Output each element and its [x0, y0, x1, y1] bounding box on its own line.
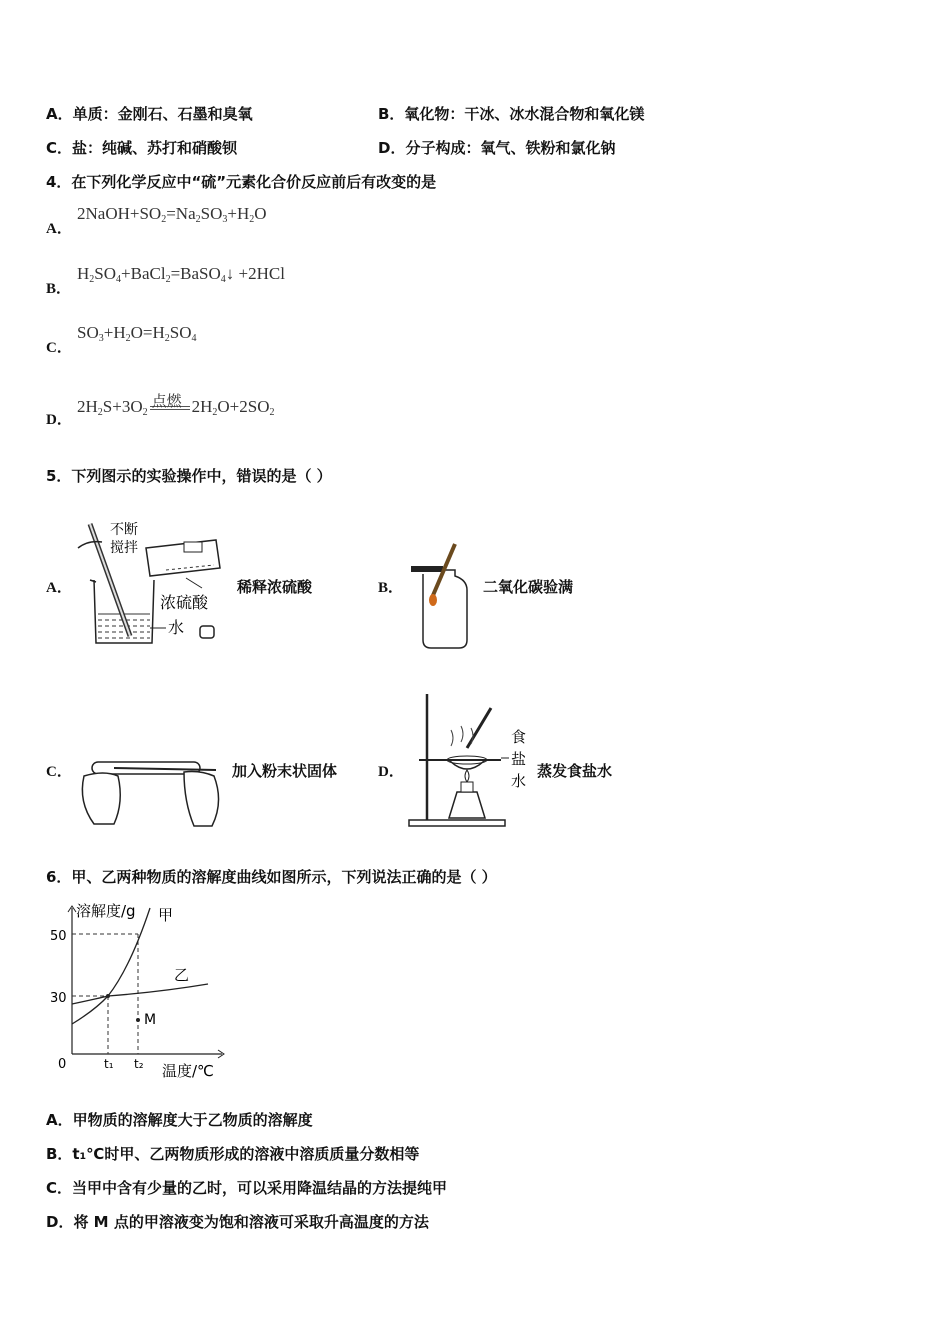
- q6-option-d: D．将 M 点的甲溶液变为饱和溶液可采取升高温度的方法: [46, 1213, 429, 1231]
- evaporation-figure: [405, 688, 535, 830]
- water-label: 水: [168, 618, 185, 637]
- q4-label-d: D．: [46, 412, 72, 428]
- q3-option-b: B．氧化物：干冰、冰水混合物和氧化镁: [378, 105, 645, 123]
- q6-option-b: B．t₁℃时甲、乙两物质形成的溶液中溶质质量分数相等: [46, 1145, 420, 1163]
- origin-label: 0: [58, 1057, 67, 1072]
- q5-option-b-text: 二氧化碳验满: [483, 578, 574, 596]
- salt-water-label-3: 水: [511, 772, 527, 790]
- x-axis-label: 温度/℃: [162, 1062, 214, 1080]
- point-m-label: M: [144, 1012, 157, 1028]
- q5-label-d: D．: [378, 764, 404, 780]
- solubility-chart: [40, 898, 240, 1084]
- q4-equation-b: $H_2SO_4+BaCl_2=BaSO_4↓ +2HCl$: [77, 264, 285, 285]
- legend-jia: 甲: [158, 906, 174, 924]
- q5-label-c: C．: [46, 764, 72, 780]
- y-tick-50: 50: [50, 929, 67, 944]
- q4-equation-a: $2NaOH+SO_2=Na_2SO_3+H_2O$: [77, 204, 267, 225]
- q5-label-b: B．: [378, 580, 404, 596]
- adding-powder-figure: [74, 732, 224, 832]
- stir-label-1: 不断: [110, 522, 138, 538]
- q5-option-d-text: 蒸发食盐水: [537, 762, 613, 780]
- y-axis-label: 溶解度/g: [76, 902, 136, 920]
- q4-label-b: B．: [46, 281, 72, 297]
- q3-option-c: C．盐：纯碱、苏打和硝酸钡: [46, 139, 238, 157]
- salt-water-label-2: 盐: [511, 750, 527, 768]
- q6-option-c: C．当甲中含有少量的乙时，可以采用降温结晶的方法提纯甲: [46, 1179, 448, 1197]
- co2-test-figure: [405, 540, 475, 652]
- q5-stem: 5．下列图示的实验操作中，错误的是（ ）: [46, 467, 332, 485]
- q4-stem: 4．在下列化学反应中“硫”元素化合价反应前后有改变的是: [46, 173, 437, 191]
- q3-option-a: A．单质：金刚石、石墨和臭氧: [46, 105, 253, 123]
- reaction-condition: 点燃: [151, 394, 182, 410]
- stir-label-2: 搅拌: [110, 540, 138, 556]
- q6-stem: 6．甲、乙两种物质的溶解度曲线如图所示，下列说法正确的是（ ）: [46, 868, 497, 886]
- q6-option-a: A．甲物质的溶解度大于乙物质的溶解度: [46, 1111, 313, 1129]
- x-tick-t1: t₁: [104, 1057, 114, 1071]
- curve-yi: [72, 984, 208, 1004]
- acid-label: 浓硫酸: [160, 593, 209, 612]
- q4-equation-d: $2H_2S+3O_2$ 点燃 $2H_2O+2SO_2$: [77, 397, 275, 418]
- q5-option-a-text: 稀释浓硫酸: [237, 578, 313, 596]
- q3-option-d: D．分子构成：氧气、铁粉和氯化钠: [378, 139, 616, 157]
- point-m: [136, 1018, 140, 1022]
- q4-label-c: C．: [46, 340, 72, 356]
- legend-yi: 乙: [174, 966, 190, 984]
- q4-equation-c: $SO_3+H_2O=H_2SO_4$: [77, 323, 197, 344]
- q5-label-a: A．: [46, 580, 72, 596]
- q4-label-a: A．: [46, 221, 72, 237]
- q5-option-c-text: 加入粉末状固体: [232, 762, 338, 780]
- x-tick-t2: t₂: [134, 1057, 144, 1071]
- y-tick-30: 30: [50, 991, 67, 1006]
- salt-water-label-1: 食: [511, 728, 527, 746]
- diluting-acid-figure: [74, 518, 224, 648]
